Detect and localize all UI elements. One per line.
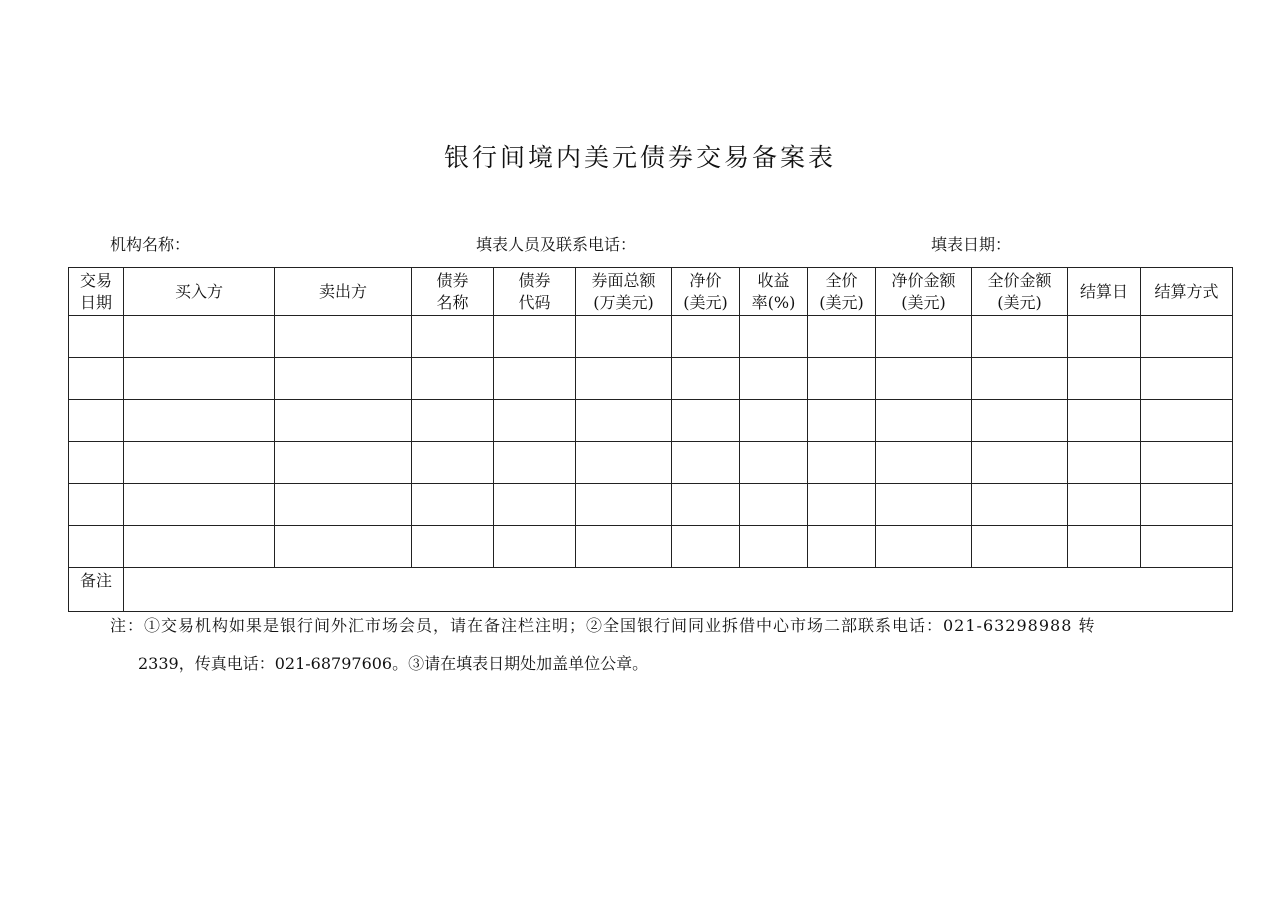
table-cell[interactable] — [972, 400, 1068, 442]
table-cell[interactable] — [124, 484, 275, 526]
header-bond-name: 债券 名称 — [412, 268, 494, 316]
table-cell[interactable] — [1068, 526, 1141, 568]
table-cell[interactable] — [412, 526, 494, 568]
table-cell[interactable] — [412, 442, 494, 484]
table-cell[interactable] — [124, 526, 275, 568]
fill-date-label: 填表日期： — [931, 235, 1012, 254]
table-row — [69, 442, 1233, 484]
table-cell[interactable] — [1141, 400, 1233, 442]
table-cell[interactable] — [1068, 484, 1141, 526]
remark-row — [69, 568, 1233, 612]
table-cell[interactable] — [808, 442, 876, 484]
table-cell[interactable] — [740, 526, 808, 568]
table-cell[interactable] — [808, 484, 876, 526]
table-cell[interactable] — [1141, 526, 1233, 568]
table-cell[interactable] — [740, 358, 808, 400]
table-row — [69, 358, 1233, 400]
table-cell[interactable] — [576, 316, 672, 358]
table-cell[interactable] — [672, 316, 740, 358]
table-cell[interactable] — [69, 316, 124, 358]
table-cell[interactable] — [740, 442, 808, 484]
table-cell[interactable] — [275, 316, 412, 358]
table-cell[interactable] — [876, 316, 972, 358]
table-cell[interactable] — [672, 484, 740, 526]
table-cell[interactable] — [1141, 484, 1233, 526]
header-clean-amount: 净价金额 (美元) — [876, 268, 972, 316]
table-cell[interactable] — [275, 442, 412, 484]
table-cell[interactable] — [124, 358, 275, 400]
remark-label: 备注 — [69, 568, 124, 612]
table-cell[interactable] — [672, 400, 740, 442]
table-cell[interactable] — [412, 400, 494, 442]
table-cell[interactable] — [1068, 400, 1141, 442]
header-yield: 收益 率(%) — [740, 268, 808, 316]
table-cell[interactable] — [69, 442, 124, 484]
table-cell[interactable] — [876, 400, 972, 442]
table-cell[interactable] — [494, 526, 576, 568]
table-cell[interactable] — [124, 316, 275, 358]
header-buyer: 买入方 — [124, 268, 275, 316]
table-cell[interactable] — [69, 358, 124, 400]
table-cell[interactable] — [876, 442, 972, 484]
table-cell[interactable] — [876, 358, 972, 400]
footnote-line-2: 2339，传真电话：021-68797606。③请在填表日期处加盖单位公章。 — [138, 654, 649, 673]
table-cell[interactable] — [672, 526, 740, 568]
table-cell[interactable] — [494, 400, 576, 442]
table-cell[interactable] — [1141, 316, 1233, 358]
table-cell[interactable] — [412, 316, 494, 358]
table-cell[interactable] — [1068, 316, 1141, 358]
org-name-label: 机构名称： — [110, 235, 191, 254]
table-cell[interactable] — [494, 442, 576, 484]
table-cell[interactable] — [972, 358, 1068, 400]
header-clean-price: 净价 (美元) — [672, 268, 740, 316]
table-cell[interactable] — [972, 484, 1068, 526]
page-title: 银行间境内美元债券交易备案表 — [443, 143, 836, 172]
remark-cell[interactable] — [124, 568, 1233, 612]
table-cell[interactable] — [808, 526, 876, 568]
table-cell[interactable] — [972, 442, 1068, 484]
table-cell[interactable] — [576, 442, 672, 484]
table-cell[interactable] — [275, 526, 412, 568]
table-cell[interactable] — [494, 484, 576, 526]
table-cell[interactable] — [275, 400, 412, 442]
table-cell[interactable] — [740, 316, 808, 358]
table-cell[interactable] — [412, 358, 494, 400]
table-cell[interactable] — [576, 526, 672, 568]
table-cell[interactable] — [672, 358, 740, 400]
table-row — [69, 400, 1233, 442]
header-settlement-method: 结算方式 — [1141, 268, 1233, 316]
header-settlement-date: 结算日 — [1068, 268, 1141, 316]
table-cell[interactable] — [412, 484, 494, 526]
header-face-amount: 券面总额 (万美元) — [576, 268, 672, 316]
table-cell[interactable] — [808, 316, 876, 358]
table-cell[interactable] — [740, 484, 808, 526]
table-cell[interactable] — [69, 484, 124, 526]
header-bond-code: 债券 代码 — [494, 268, 576, 316]
table-cell[interactable] — [275, 484, 412, 526]
table-cell[interactable] — [494, 316, 576, 358]
table-cell[interactable] — [1068, 358, 1141, 400]
header-dirty-amount: 全价金额 (美元) — [972, 268, 1068, 316]
filler-contact-label: 填表人员及联系电话： — [476, 235, 637, 254]
table-cell[interactable] — [1068, 442, 1141, 484]
table-cell[interactable] — [124, 442, 275, 484]
header-trade-date: 交易 日期 — [69, 268, 124, 316]
table-cell[interactable] — [69, 400, 124, 442]
table-cell[interactable] — [972, 526, 1068, 568]
table-cell[interactable] — [124, 400, 275, 442]
filing-table — [68, 267, 1233, 612]
table-cell[interactable] — [1141, 442, 1233, 484]
table-row — [69, 526, 1233, 568]
header-row — [69, 268, 1233, 316]
footnote-line-1: 注：①交易机构如果是银行间外汇市场会员，请在备注栏注明；②全国银行间同业拆借中心市场二部联系电话：021-63298988 转 — [110, 616, 1096, 635]
table-cell[interactable] — [1141, 358, 1233, 400]
table-row — [69, 316, 1233, 358]
table-cell[interactable] — [494, 358, 576, 400]
table-cell[interactable] — [672, 442, 740, 484]
table-cell[interactable] — [576, 358, 672, 400]
table-cell[interactable] — [876, 526, 972, 568]
table-cell[interactable] — [576, 400, 672, 442]
table-cell[interactable] — [576, 484, 672, 526]
table-cell[interactable] — [275, 358, 412, 400]
header-dirty-price: 全价 (美元) — [808, 268, 876, 316]
table-row — [69, 484, 1233, 526]
table-cell[interactable] — [972, 316, 1068, 358]
table-cell[interactable] — [876, 484, 972, 526]
table-cell[interactable] — [808, 400, 876, 442]
table-cell[interactable] — [740, 400, 808, 442]
table-cell[interactable] — [808, 358, 876, 400]
table-cell[interactable] — [69, 526, 124, 568]
header-seller: 卖出方 — [275, 268, 412, 316]
